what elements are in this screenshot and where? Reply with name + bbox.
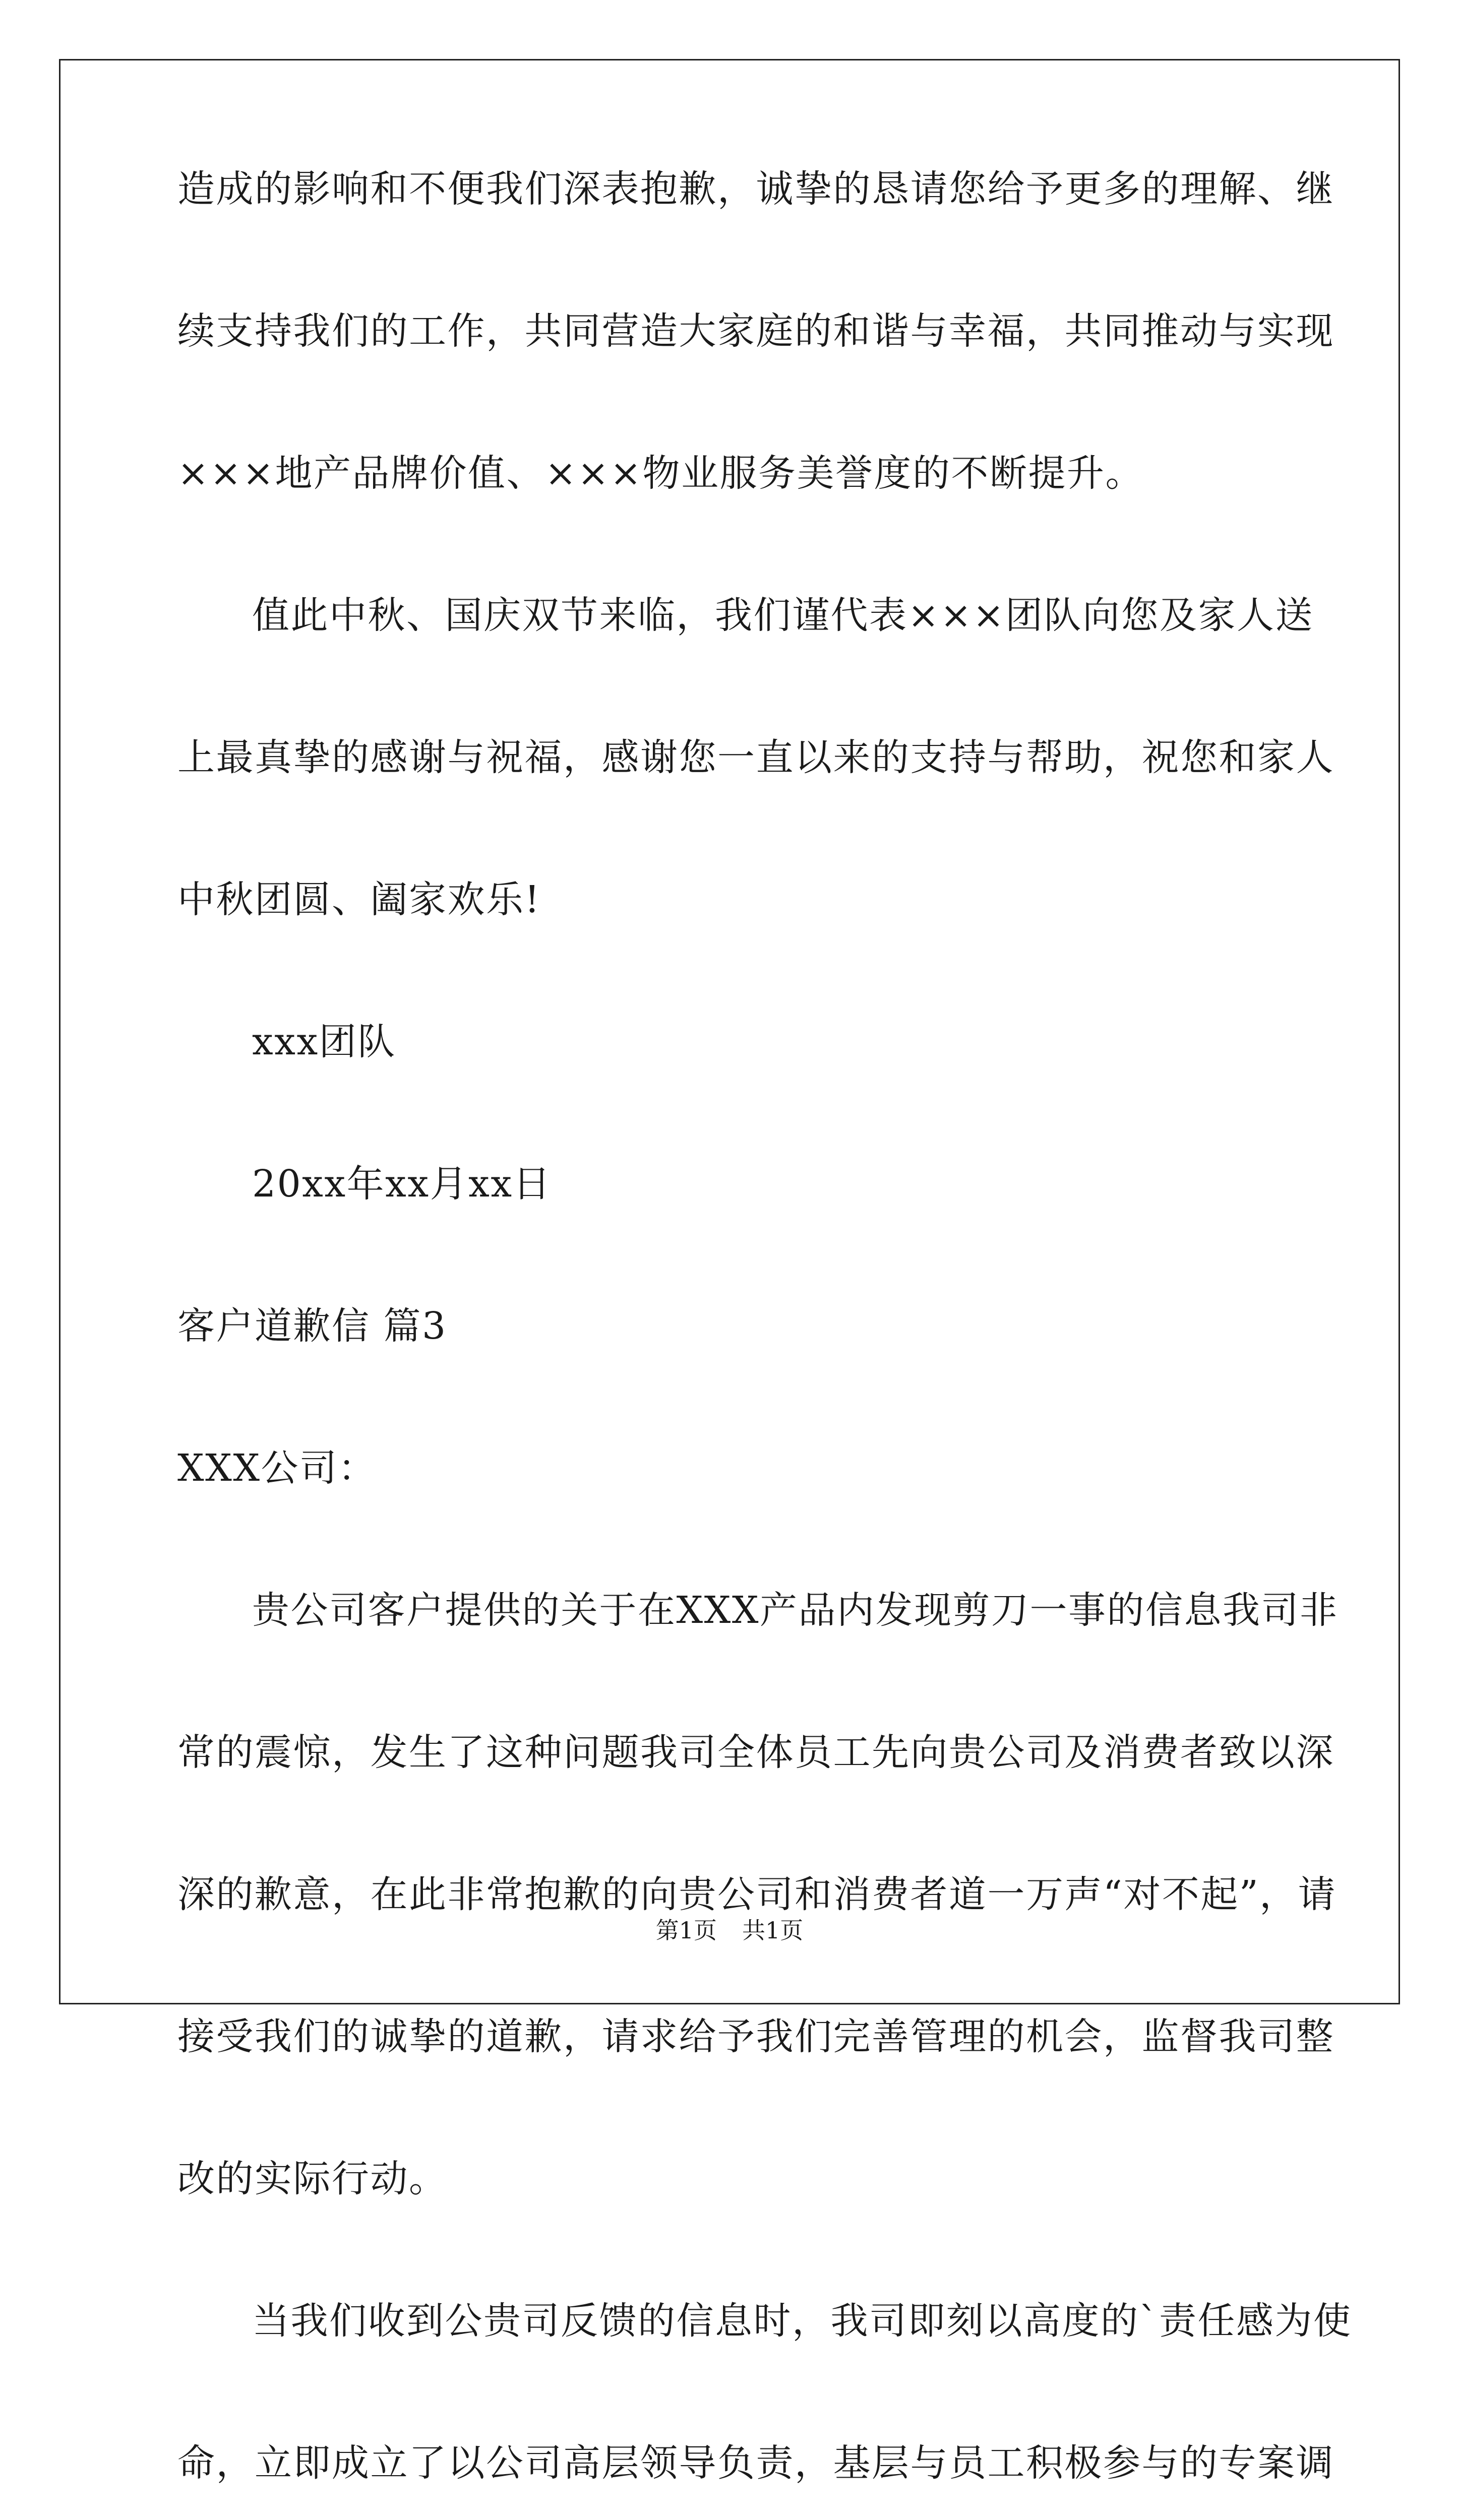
text-line: 造成的影响和不便我们深表抱歉，诚挚的恳请您给予更多的理解、继 bbox=[177, 167, 1334, 211]
signature-line: xxx团队 bbox=[252, 1020, 396, 1063]
text-line: 中秋团圆、阖家欢乐! bbox=[177, 878, 541, 921]
text-line: 深的歉意，在此非常抱歉的向贵公司和消费者道一万声“对不起”，请 bbox=[177, 1873, 1337, 1916]
text-line: 接受我们的诚挚的道歉，请求给予我们完善管理的机会，监督我司整 bbox=[177, 2015, 1334, 2058]
text-line: 续支持我们的工作，共同营造大家庭的和谐与幸福，共同推动与实现 bbox=[177, 309, 1334, 353]
text-line: 常的震惊，发生了这种问题我司全体员工先向贵公司及消费者致以深 bbox=[177, 1731, 1334, 1774]
text-line: 命，立即成立了以公司高层领导负责，基层与员工积极参与的专案调 bbox=[177, 2441, 1334, 2485]
date-line: 20xx年xx月xx日 bbox=[252, 1162, 552, 1206]
page-number: 第1页 bbox=[655, 1917, 717, 1944]
document-body bbox=[177, 166, 1352, 2520]
text-line: ×××地产品牌价值、×××物业服务美誉度的不断提升。 bbox=[177, 452, 1144, 495]
text-line: 改的实际行动。 bbox=[177, 2157, 448, 2200]
section-heading: 客户道歉信 篇3 bbox=[177, 1304, 447, 1348]
text-line: 当我们收到公贵司反馈的信息时，我司即刻以高度的`责任感为使 bbox=[252, 2299, 1352, 2343]
text-line: 贵公司客户提供的关于在XXX产品内发现剪刀一事的信息我司非 bbox=[252, 1589, 1339, 1632]
page-footer bbox=[0, 1915, 1459, 1945]
page-total: 共1页 bbox=[742, 1917, 804, 1944]
text-line: 上最真挚的感谢与祝福，感谢您一直以来的支持与帮助，祝您和家人 bbox=[177, 736, 1334, 779]
text-line: 值此中秋、国庆双节来临，我们谨代表×××团队向您及家人送 bbox=[252, 594, 1314, 637]
salutation-line: XXX公司： bbox=[177, 1446, 377, 1490]
